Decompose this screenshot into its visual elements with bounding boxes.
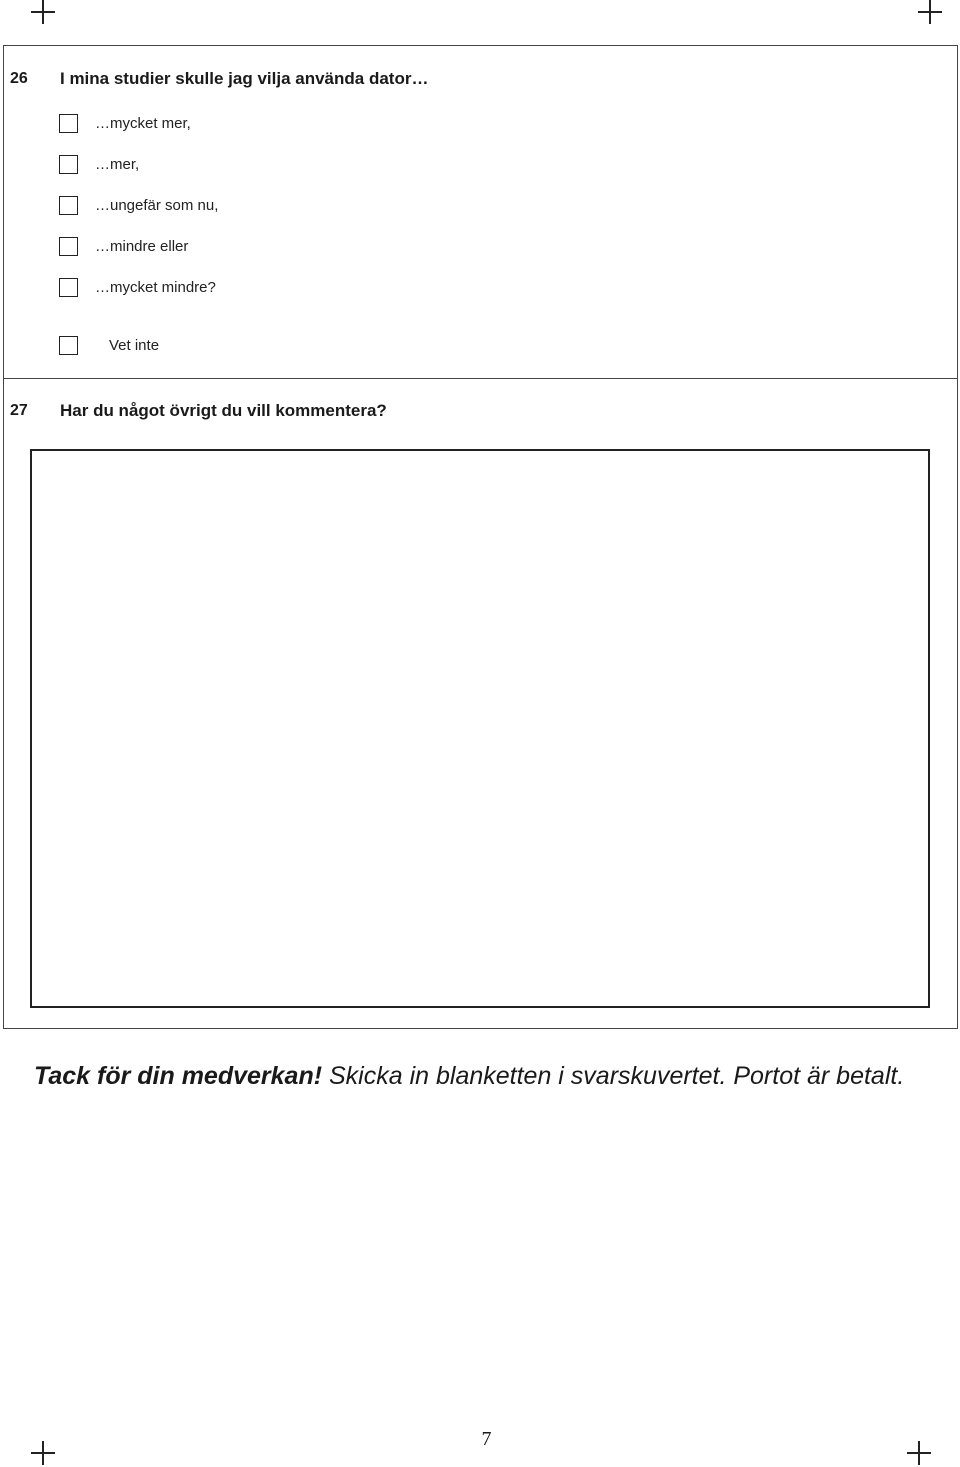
option-mycket-mindre[interactable] xyxy=(59,276,216,298)
option-ungefar-som-nu[interactable] xyxy=(59,194,218,216)
question-26-number: 26 xyxy=(10,70,28,87)
option-label: …mer, xyxy=(95,155,140,173)
option-label: …ungefär som nu, xyxy=(95,196,219,214)
thank-you-bold: Tack för din medverkan! xyxy=(34,1062,323,1090)
checkbox[interactable] xyxy=(59,278,78,297)
option-vet-inte[interactable] xyxy=(59,334,159,356)
question-26-text: I mina studier skulle jag vilja använda dator… xyxy=(60,69,429,88)
registration-mark-top-left xyxy=(31,0,55,24)
questionnaire-frame xyxy=(3,45,958,1029)
option-label: …mycket mindre? xyxy=(95,278,216,296)
option-label: …mindre eller xyxy=(95,237,189,255)
option-label: Vet inte xyxy=(109,336,160,354)
checkbox[interactable] xyxy=(59,114,78,133)
thank-you-message xyxy=(34,1062,904,1091)
thank-you-instructions: Skicka in blanketten i svarskuvertet. Portot är betalt. xyxy=(322,1062,905,1090)
comment-textbox[interactable] xyxy=(30,449,930,1008)
checkbox[interactable] xyxy=(59,336,78,355)
option-mer[interactable] xyxy=(59,153,139,175)
question-27-number: 27 xyxy=(10,402,28,419)
page-number: 7 xyxy=(481,1428,492,1450)
option-label: …mycket mer, xyxy=(95,114,191,132)
question-divider xyxy=(4,378,957,379)
option-mindre[interactable] xyxy=(59,235,188,257)
option-mycket-mer[interactable] xyxy=(59,112,191,134)
checkbox[interactable] xyxy=(59,237,78,256)
registration-mark-top-right xyxy=(918,0,942,24)
question-27-text: Har du något övrigt du vill kommentera? xyxy=(60,401,387,420)
checkbox[interactable] xyxy=(59,155,78,174)
checkbox[interactable] xyxy=(59,196,78,215)
